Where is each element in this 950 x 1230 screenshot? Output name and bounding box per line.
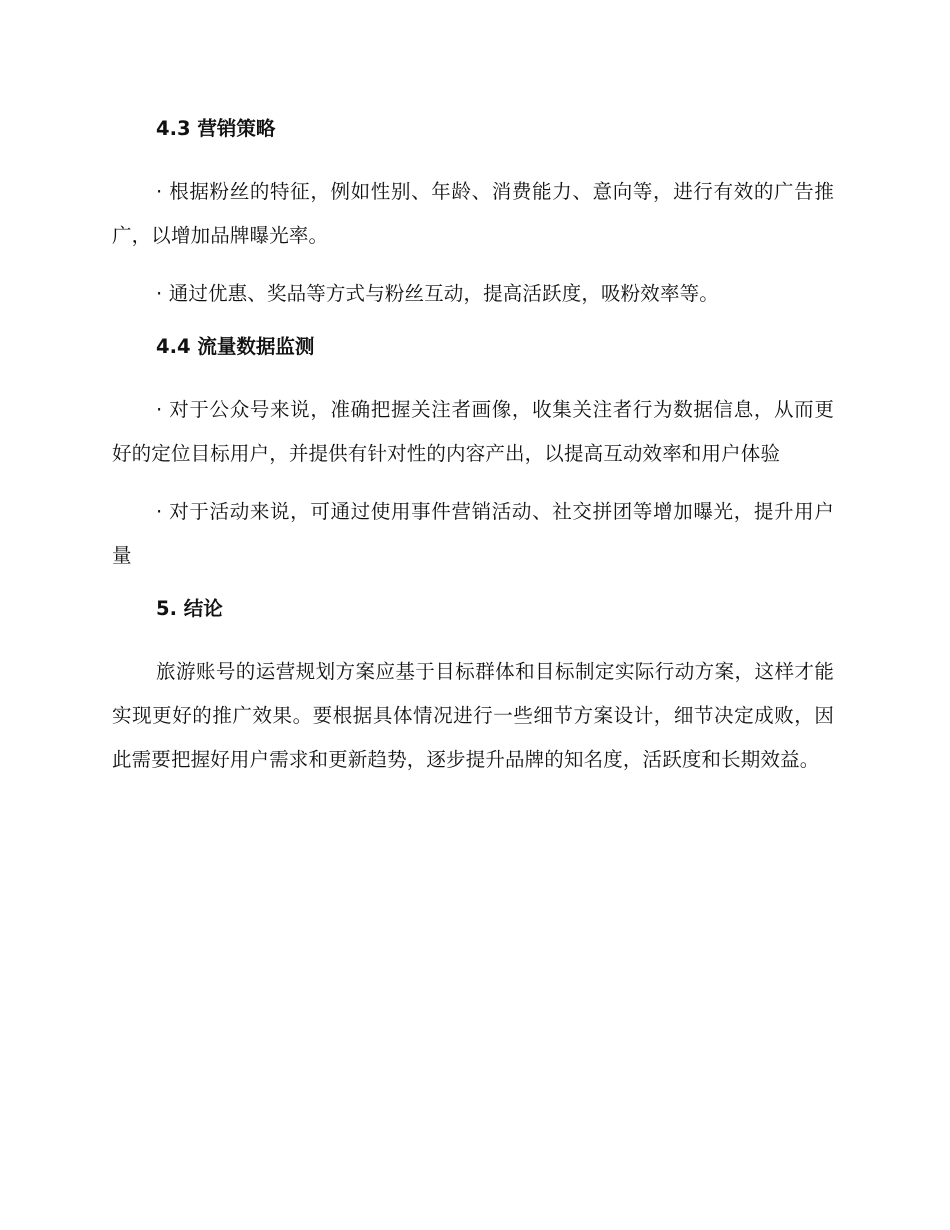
paragraph-marketing-interaction: · 通过优惠、奖品等方式与粉丝互动，提高活跃度，吸粉效率等。 [156, 282, 719, 305]
paragraph-traffic-official-account: · 对于公众号来说，准确把握关注者画像，收集关注者行为数据信息，从而更好的定位目标用户，并提供有针对性的内容产出，以提高互动效率和用户体验 [112, 398, 834, 465]
paragraph-traffic-activities: · 对于活动来说，可通过使用事件营销活动、社交拼团等增加曝光，提升用户量 [112, 500, 834, 567]
document-body [112, 112, 834, 796]
paragraph-marketing-ads: · 根据粉丝的特征，例如性别、年龄、消费能力、意向等，进行有效的广告推广，以增加品牌曝光率。 [112, 180, 834, 247]
section-heading-5: 5. 结论 [156, 597, 223, 620]
paragraph-conclusion: 旅游账号的运营规划方案应基于目标群体和目标制定实际行动方案，这样才能实现更好的推广效果。要根据具体情况进行一些细节方案设计，细节决定成败，因此需要把握好用户需求和更新趋势，逐步提升品牌的知名度，活跃度和长期效益。 [112, 660, 834, 771]
section-heading-4-4: 4.4 流量数据监测 [156, 335, 315, 358]
section-heading-4-3: 4.3 营销策略 [156, 117, 276, 140]
